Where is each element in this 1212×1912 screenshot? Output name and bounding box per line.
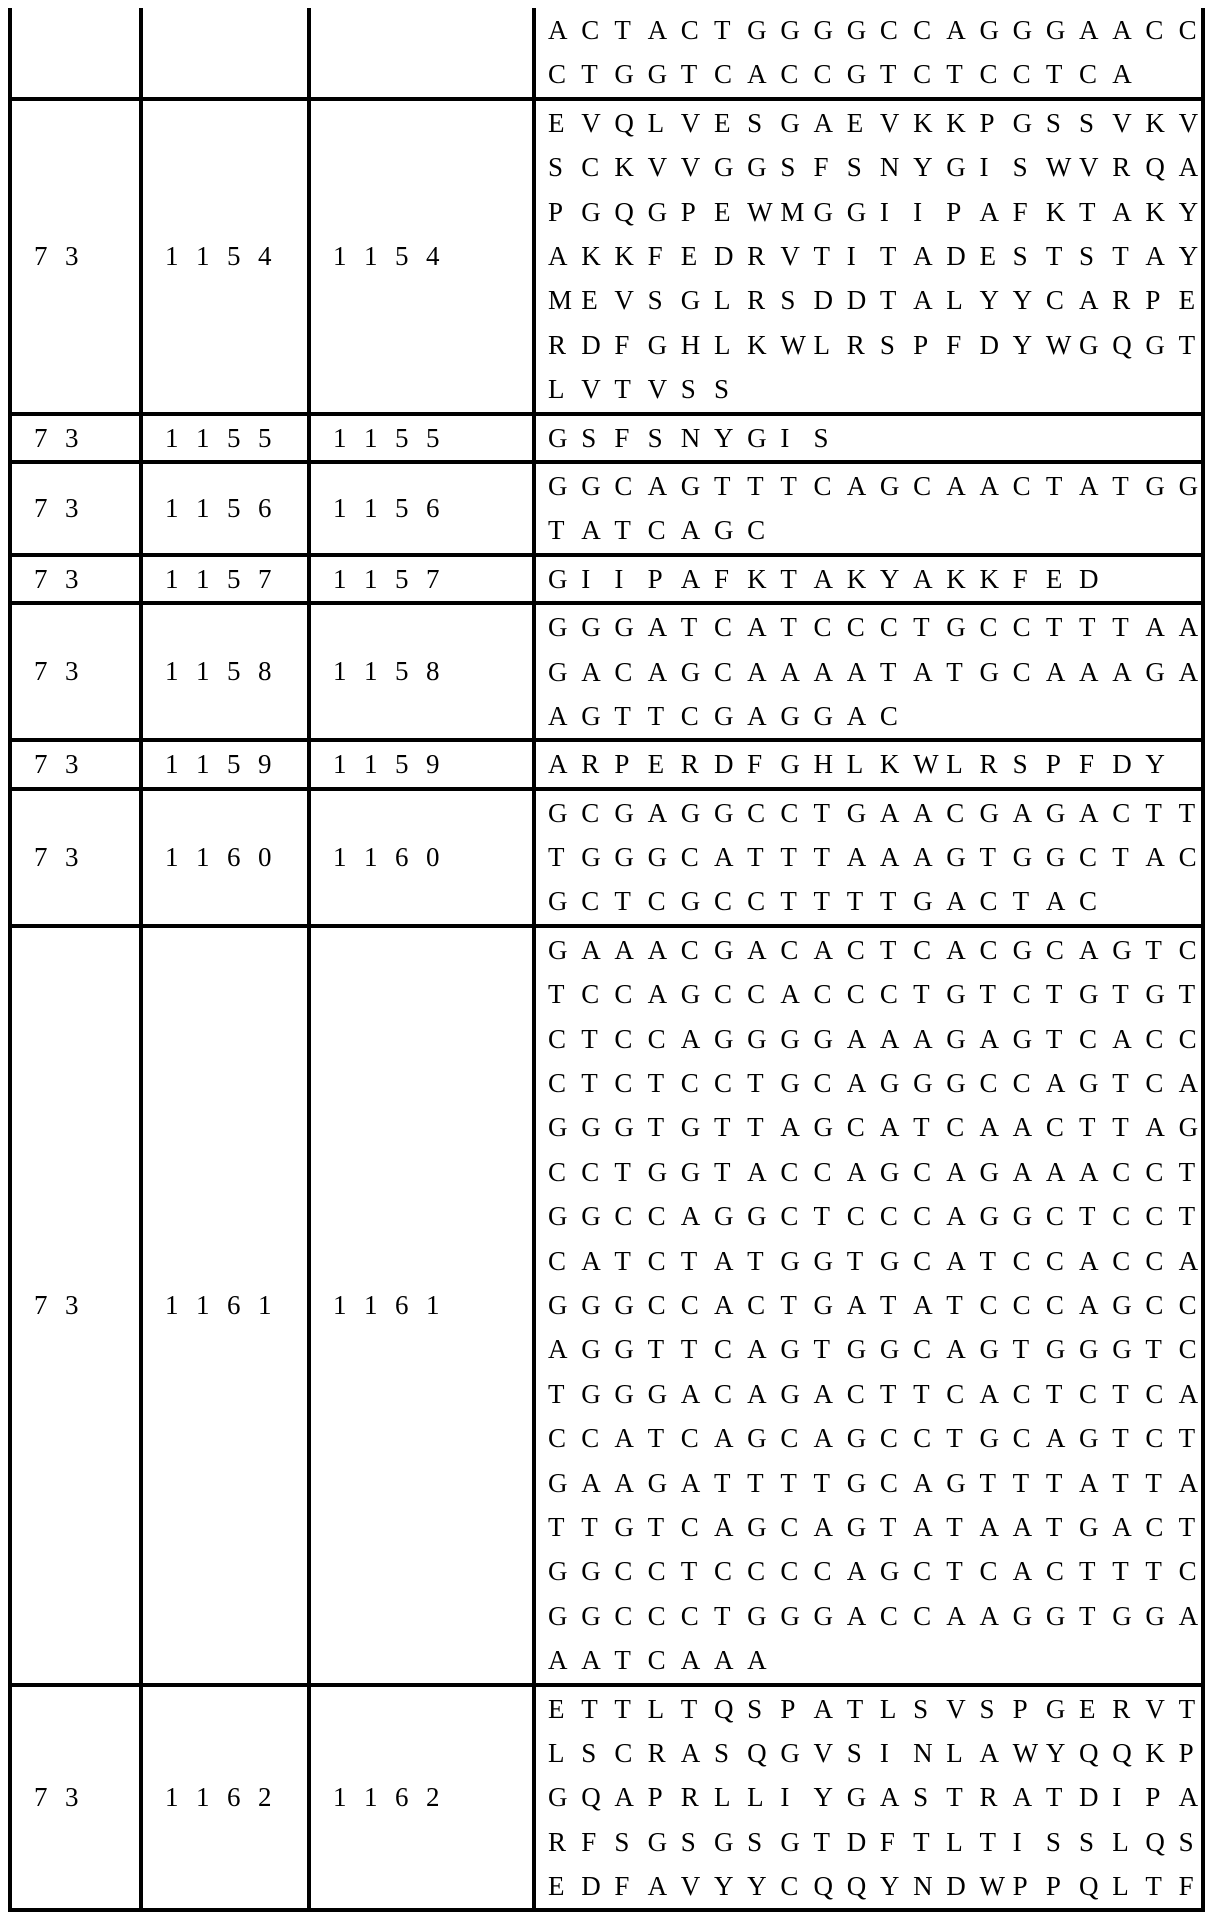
sequence-line: C T C C A G G G G A A A G A G T C A C C [548, 1023, 1197, 1054]
sequence-cell [534, 789, 1203, 926]
sequence-table [8, 8, 1205, 1912]
sequence-line: G A A G A T T T T G C A G T T T A T T A [548, 1467, 1199, 1498]
table-no-cell: 7 3 [10, 462, 141, 555]
seq-id-cell-2: 1 1 5 4 [309, 99, 534, 414]
table-row [10, 462, 1203, 555]
seq-id-cell: 1 1 5 7 [141, 555, 309, 603]
sequence-line: C A T C T A T G G T G C A T C C A C C A [548, 1245, 1199, 1276]
seq-id-cell: 1 1 5 6 [141, 462, 309, 555]
sequence-line: T G G G C A T T T A A A G T G G C T A C [548, 842, 1197, 873]
sequence-line: G S F S N Y G I S [548, 422, 829, 453]
seq-id-cell-2: 1 1 6 2 [309, 1685, 534, 1911]
seq-id-cell [141, 8, 309, 99]
table-no-cell [10, 8, 141, 99]
sequence-line: C C A T C A G C A G C C T G C A G T C T [548, 1423, 1196, 1454]
sequence-line: A G T T C G A G G A C [548, 700, 898, 731]
table-no-cell: 7 3 [10, 555, 141, 603]
sequence-line: G G G C C A C T G A T A T C C C A G C C [548, 1289, 1197, 1320]
table-row [10, 1685, 1203, 1911]
sequence-line: T C C A G C C A C C C T G T C T G T G T [548, 979, 1196, 1010]
seq-id-cell-2: 1 1 5 7 [309, 555, 534, 603]
table-no-cell: 7 3 [10, 789, 141, 926]
seq-id-cell-2: 1 1 6 1 [309, 926, 534, 1685]
sequence-line: E D F A V Y Y C Q Q Y N D W P P Q L T F [548, 1871, 1194, 1902]
seq-id-cell: 1 1 6 2 [141, 1685, 309, 1911]
table-row [10, 603, 1203, 740]
sequence-line: G G C A G T T T C A G C A A C T A T G G [548, 470, 1199, 501]
table-row [10, 740, 1203, 788]
sequence-line: T A T C A G C [548, 515, 766, 546]
sequence-cell [534, 603, 1203, 740]
seq-id-cell: 1 1 6 1 [141, 926, 309, 1685]
table-no-cell: 7 3 [10, 1685, 141, 1911]
sequence-line: C T G G T C A C C G T C T C C T C A [548, 59, 1132, 90]
seq-id-cell-2: 1 1 6 0 [309, 789, 534, 926]
sequence-line: P G Q G P E W M G G I I P A F K T A K Y [548, 196, 1199, 227]
seq-id-cell: 1 1 5 8 [141, 603, 309, 740]
table-row [10, 555, 1203, 603]
seq-id-cell-2: 1 1 5 8 [309, 603, 534, 740]
table-row [10, 8, 1203, 99]
sequence-line: A R P E R D F G H L K W L R S P F D Y [548, 749, 1165, 780]
sequence-line: L V T V S S [548, 374, 729, 405]
seq-id-cell: 1 1 5 5 [141, 414, 309, 462]
table-row [10, 926, 1203, 1685]
seq-id-cell-2 [309, 8, 534, 99]
table-no-cell: 7 3 [10, 99, 141, 414]
sequence-line: A A T C A A A [548, 1645, 767, 1676]
table-no-cell: 7 3 [10, 414, 141, 462]
sequence-line: C T C T C C T G C A G G G C C A G T C A [548, 1068, 1199, 1099]
table-row [10, 99, 1203, 414]
sequence-line: M E V S G L R S D D T A L Y Y C A R P E [548, 285, 1196, 316]
sequence-line: T T G T C A G C A G T A T A A T G A C T [548, 1511, 1196, 1542]
sequence-table-body [10, 8, 1203, 1910]
sequence-line: G G C C T C C C C A G C T C A C T T T C [548, 1556, 1197, 1587]
sequence-line: G G G T G T T A G C A T C A A C T T A G [548, 1112, 1199, 1143]
seq-id-cell-2: 1 1 5 9 [309, 740, 534, 788]
seq-id-cell: 1 1 6 0 [141, 789, 309, 926]
seq-id-cell-2: 1 1 5 6 [309, 462, 534, 555]
table-no-cell: 7 3 [10, 603, 141, 740]
sequence-cell [534, 8, 1203, 99]
sequence-line: E T T L T Q S P A T L S V S P G E R V T [548, 1693, 1196, 1724]
sequence-line: G Q A P R L L I Y G A S T R A T D I P A [548, 1782, 1199, 1813]
table-row [10, 789, 1203, 926]
sequence-line: S C K V V G G S F S N Y G I S W V R Q A [548, 152, 1199, 183]
sequence-line: E V Q L V E S G A E V K K P G S S V K V [548, 107, 1199, 138]
sequence-cell [534, 555, 1203, 603]
sequence-line: G C T C G C C T T T T G A C T A C [548, 886, 1098, 917]
sequence-line: R F S G S G S G T D F T L T I S S L Q S [548, 1826, 1194, 1857]
sequence-line: A C T A C T G G G G C C A G G G A A C C [548, 15, 1197, 45]
sequence-line: T G G G A C A G A C T T C A C T C T C A [548, 1378, 1199, 1409]
sequence-cell [534, 414, 1203, 462]
sequence-line: R D F G H L K W L R S P F D Y W G Q G T [548, 329, 1196, 360]
sequence-cell [534, 926, 1203, 1685]
sequence-cell [534, 99, 1203, 414]
seq-id-cell-2: 1 1 5 5 [309, 414, 534, 462]
sequence-line: G G C C C T G G G A C C A A G G T G G A [548, 1600, 1199, 1631]
sequence-line: G I I P A F K T A K Y A K K F E D [548, 563, 1099, 594]
sequence-line: G G G A T C A T C C C T G C C T T T A A [548, 612, 1199, 643]
sequence-cell [534, 740, 1203, 788]
seq-id-cell: 1 1 5 4 [141, 99, 309, 414]
sequence-line: A G G T T C A G T G G C A G T G G G T C [548, 1334, 1197, 1365]
sequence-line: G G C C A G G C T C C C A G G C T C C T [548, 1201, 1196, 1232]
sequence-line: A K K F E D R V T I T A D E S T S T A Y [548, 240, 1199, 271]
sequence-line: L S C R A S Q G V S I N L A W Y Q Q K P [548, 1737, 1194, 1768]
sequence-line: C C T G G T A C C A G C A G A A A C C T [548, 1156, 1196, 1187]
sequence-line: G C G A G G C C T G A A C G A G A C T T [548, 797, 1196, 828]
sequence-cell [534, 1685, 1203, 1911]
seq-id-cell: 1 1 5 9 [141, 740, 309, 788]
table-no-cell: 7 3 [10, 740, 141, 788]
sequence-cell [534, 462, 1203, 555]
sequence-line: G A A A C G A C A C T C A C G C A G T C [548, 934, 1197, 965]
table-row [10, 414, 1203, 462]
sequence-line: G A C A G C A A A A T A T G C A A A G A [548, 656, 1199, 687]
table-no-cell: 7 3 [10, 926, 141, 1685]
